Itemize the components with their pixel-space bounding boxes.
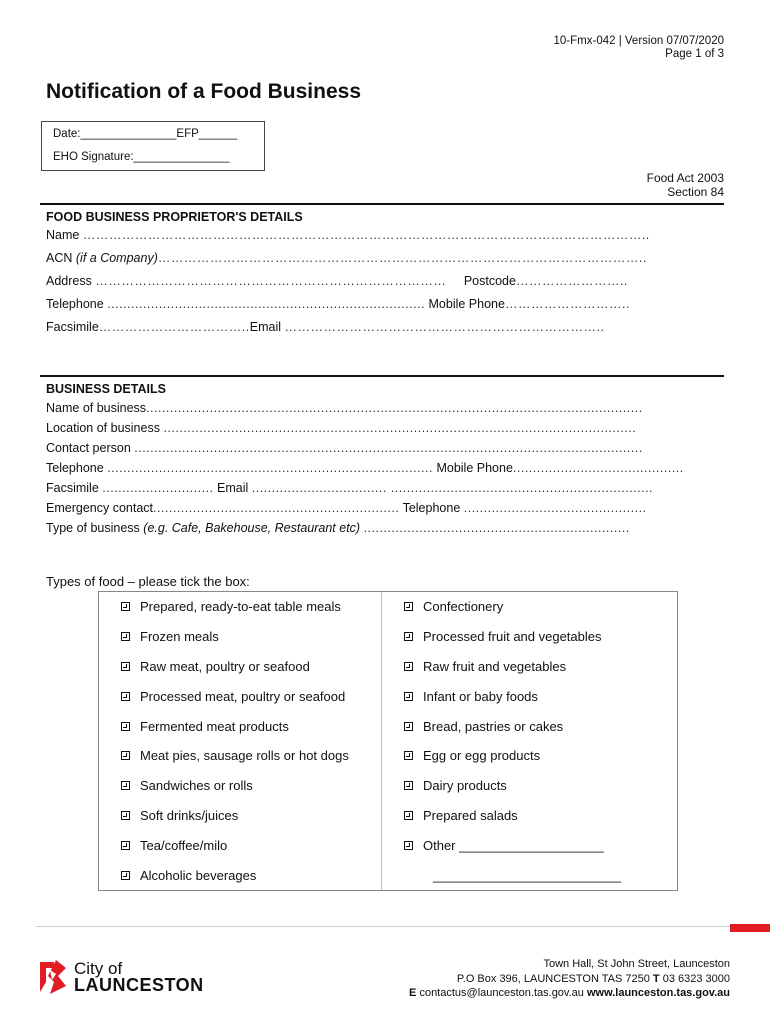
food-type-label: Prepared salads	[423, 807, 518, 823]
council-web-link[interactable]: www.launceston.tas.gov.au	[583, 987, 730, 999]
proprietor-fax-email-field[interactable]: Facsimile……………………………..Email ………………………………………………………………..	[46, 319, 605, 334]
food-type-option[interactable]	[382, 711, 676, 741]
food-type-label: Processed meat, poultry or seafood	[140, 688, 346, 704]
checkbox-icon[interactable]	[404, 662, 413, 671]
food-type-label: __________________________	[433, 867, 621, 883]
food-type-label: Fermented meat products	[140, 718, 289, 734]
emergency-label: Emergency contact	[46, 500, 153, 515]
food-type-option[interactable]	[382, 860, 676, 890]
food-type-option[interactable]	[99, 860, 381, 890]
checkbox-icon[interactable]	[121, 632, 130, 641]
proprietor-address-field[interactable]: Address ……………………………………………………………………… Postcode……………………..	[46, 273, 628, 288]
council-email-link[interactable]: contactus@launceston.tas.gov.au	[416, 987, 584, 999]
checkbox-icon[interactable]	[404, 602, 413, 611]
food-types-heading: Types of food – please tick the box:	[46, 574, 250, 589]
proprietor-heading: FOOD BUSINESS PROPRIETOR'S DETAILS	[46, 209, 303, 224]
checkbox-icon[interactable]	[121, 722, 130, 731]
food-type-label: Infant or baby foods	[423, 688, 538, 704]
food-type-label: Processed fruit and vegetables	[423, 629, 602, 645]
section-divider	[40, 375, 724, 377]
checkbox-icon[interactable]	[404, 722, 413, 731]
food-type-option[interactable]	[99, 622, 381, 652]
food-type-option[interactable]	[99, 741, 381, 771]
contact-person-field[interactable]: Contact person ................................................................................................................................	[46, 440, 643, 455]
postcode-label: Postcode	[463, 273, 516, 288]
business-type-label: Type of business	[46, 520, 140, 535]
address-label: Address	[46, 273, 92, 288]
food-type-option[interactable]	[99, 771, 381, 801]
food-type-option[interactable]	[382, 652, 676, 682]
emergency-telephone-label: Telephone	[402, 500, 461, 515]
food-type-option[interactable]	[382, 771, 676, 801]
business-email-label: Email	[217, 480, 249, 495]
business-mobile-label: Mobile Phone	[436, 460, 513, 475]
food-type-label: Other ____________________	[423, 837, 604, 853]
business-fax-email-field[interactable]: Facsimile ............................ Email .................................. ..................................................................	[46, 480, 654, 495]
page-title: Notification of a Food Business	[46, 80, 362, 103]
section-divider	[40, 203, 724, 205]
food-type-option[interactable]	[99, 711, 381, 741]
checkbox-icon[interactable]	[404, 811, 413, 820]
food-type-label: Dairy products	[423, 778, 507, 794]
food-type-option[interactable]	[99, 592, 381, 622]
food-type-option[interactable]	[382, 681, 676, 711]
checkbox-icon[interactable]	[404, 751, 413, 760]
acn-note: (if a Company)	[75, 250, 158, 265]
act-section: Section 84	[667, 185, 724, 199]
legislation-reference	[647, 171, 724, 199]
council-email-web: E contactus@launceston.tas.gov.au www.launceston.tas.gov.au	[409, 987, 730, 999]
telephone-label: Telephone	[46, 296, 104, 311]
proprietor-name-field[interactable]: Name …………………………………………………………………………………………………………………..	[46, 227, 650, 242]
business-name-field[interactable]: Name of business.............................................................................................................................	[46, 400, 643, 415]
food-type-option[interactable]	[382, 741, 676, 771]
page-number: Page 1 of 3	[665, 48, 724, 60]
checkbox-icon[interactable]	[404, 781, 413, 790]
business-fax-label: Facsimile	[46, 480, 99, 495]
council-contact-details	[409, 957, 730, 1001]
food-type-label: Egg or egg products	[423, 748, 541, 764]
proprietor-section	[40, 203, 724, 343]
checkbox-icon[interactable]	[121, 602, 130, 611]
business-name-label: Name of business	[46, 400, 147, 415]
food-types-checklist	[98, 591, 678, 891]
business-type-note: (e.g. Cafe, Bakehouse, Restaurant etc)	[143, 520, 361, 535]
food-type-option[interactable]	[382, 622, 676, 652]
logo-wordmark	[74, 960, 204, 994]
food-type-label: Alcoholic beverages	[140, 867, 257, 883]
checkbox-icon[interactable]	[121, 781, 130, 790]
business-heading: BUSINESS DETAILS	[46, 381, 166, 396]
checkbox-icon[interactable]	[121, 841, 130, 850]
city-logo-icon	[36, 958, 70, 996]
city-logo	[36, 958, 204, 1001]
logo-city: City of	[74, 959, 123, 978]
food-type-label: Meat pies, sausage rolls or hot dogs	[140, 748, 349, 764]
office-use-box	[41, 121, 265, 171]
food-column-right	[382, 592, 676, 890]
food-type-option[interactable]	[382, 830, 676, 860]
food-type-option[interactable]	[382, 592, 676, 622]
checkbox-icon[interactable]	[121, 871, 130, 880]
proprietor-acn-field[interactable]: ACN (if a Company)…………………………………………………………………………………………………..	[46, 250, 647, 265]
food-type-option[interactable]	[99, 830, 381, 860]
act-name: Food Act 2003	[646, 171, 724, 185]
food-type-label: Tea/coffee/milo	[140, 837, 228, 853]
checkbox-icon[interactable]	[404, 841, 413, 850]
food-type-option[interactable]	[99, 801, 381, 831]
business-telephone-field[interactable]: Telephone .................................................................................. Mobile Phone...........................................	[46, 460, 684, 475]
food-type-option[interactable]	[99, 681, 381, 711]
food-column-left	[99, 592, 382, 890]
food-type-label: Sandwiches or rolls	[140, 778, 253, 794]
business-type-field[interactable]: Type of business (e.g. Cafe, Bakehouse, Restaurant etc) ...................................................................	[46, 520, 630, 535]
food-type-option[interactable]	[99, 652, 381, 682]
fax-label: Facsimile	[46, 319, 99, 334]
date-efp-field[interactable]: Date:_______________EFP______	[53, 128, 238, 140]
food-type-label: Bread, pastries or cakes	[423, 718, 564, 734]
checkbox-icon[interactable]	[121, 692, 130, 701]
footer-accent-bar	[730, 924, 770, 932]
food-type-label: Prepared, ready-to-eat table meals	[140, 599, 341, 615]
checkbox-icon[interactable]	[121, 662, 130, 671]
logo-launceston: LAUNCESTON	[74, 975, 204, 995]
checkbox-icon[interactable]	[404, 632, 413, 641]
food-type-label: Confectionery	[423, 599, 504, 615]
food-type-label: Raw meat, poultry or seafood	[140, 658, 310, 674]
business-section	[40, 375, 724, 541]
proprietor-telephone-field[interactable]: Telephone ................................................................................ Mobile Phone………………………..	[46, 296, 630, 311]
food-type-label: Raw fruit and vegetables	[423, 658, 567, 674]
food-type-option[interactable]	[382, 801, 676, 831]
name-label: Name	[46, 227, 80, 242]
food-type-label: Soft drinks/juices	[140, 807, 239, 823]
checkbox-icon[interactable]	[404, 692, 413, 701]
business-location-field[interactable]: Location of business .......................................................................................................................	[46, 420, 637, 435]
email-label: Email	[249, 319, 282, 334]
location-label: Location of business	[46, 420, 160, 435]
eho-signature-field[interactable]: EHO Signature:_______________	[53, 151, 230, 163]
footer-divider	[36, 926, 730, 927]
contact-label: Contact person	[46, 440, 131, 455]
council-address: Town Hall, St John Street, Launceston	[543, 958, 730, 970]
food-type-label: Frozen meals	[140, 629, 219, 645]
council-postal: P.O Box 396, LAUNCESTON TAS 7250 T 03 6323 3000	[456, 972, 730, 985]
acn-label: ACN	[46, 250, 73, 265]
checkbox-icon[interactable]	[121, 751, 130, 760]
emergency-contact-field[interactable]: Emergency contact.............................................................. Telephone ..............................................	[46, 500, 647, 515]
business-telephone-label: Telephone	[46, 460, 104, 475]
mobile-label: Mobile Phone	[428, 296, 505, 311]
checkbox-icon[interactable]	[121, 811, 130, 820]
form-reference: 10-Fmx-042 | Version 07/07/2020	[553, 35, 724, 47]
